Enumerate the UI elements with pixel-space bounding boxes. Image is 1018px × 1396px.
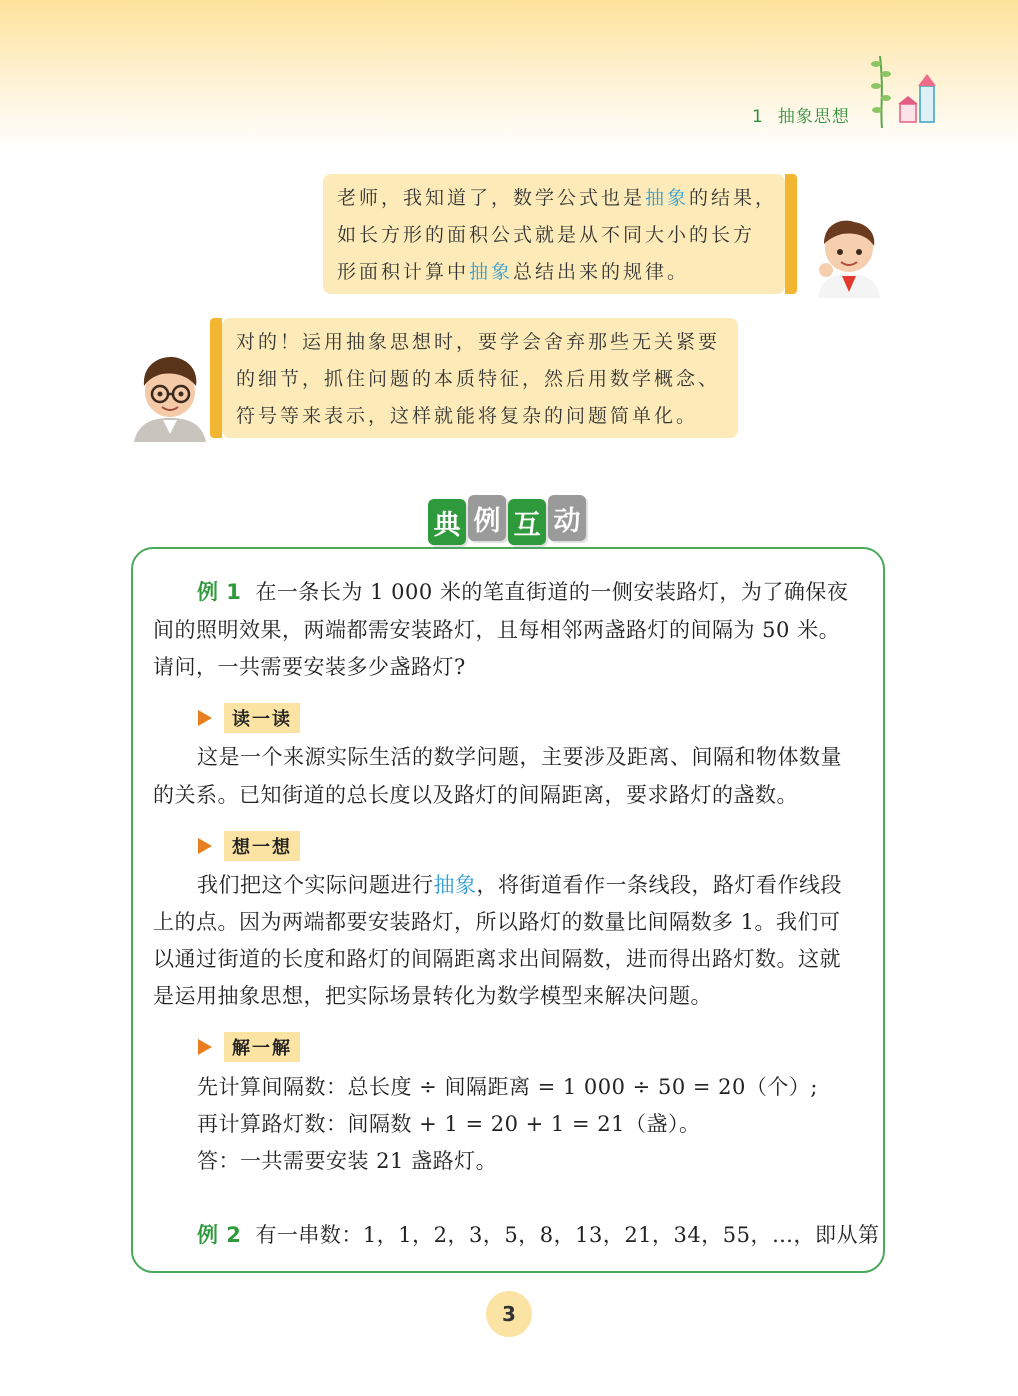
bubble-line: 如长方形的面积公式就是从不同大小的长方 xyxy=(337,224,756,246)
solve-line: 再计算路灯数：间隔数 + 1 = 20 + 1 = 21（盏）。 xyxy=(197,1112,701,1136)
example1-line: 间的照明效果，两端都需安装路灯，且每相邻两盏路灯的间隔为 50 米。 xyxy=(153,618,841,642)
page-number: 3 xyxy=(486,1291,532,1337)
title-char: 典 xyxy=(428,499,466,545)
bubble-line: 形面积计算中抽象总结出来的规律。 xyxy=(337,261,690,283)
chapter-title: 抽象思想 xyxy=(777,107,850,127)
bubble-accent-bar xyxy=(785,174,797,294)
bubble-accent-bar xyxy=(210,318,222,438)
think-section-header xyxy=(198,831,300,861)
teacher-avatar xyxy=(130,350,210,442)
section-title xyxy=(428,497,586,543)
read-line: 这是一个来源实际生活的数学问题，主要涉及距离、间隔和物体数量 xyxy=(197,745,842,769)
solve-section-header xyxy=(198,1032,300,1062)
bubble-line: 的细节，抓住问题的本质特征，然后用数学概念、 xyxy=(236,368,721,390)
student-avatar xyxy=(806,212,892,298)
example2-label: 例 2 xyxy=(197,1223,242,1247)
think-line: 是运用抽象思想，把实际场景转化为数学模型来解决问题。 xyxy=(153,984,712,1008)
student-speech-bubble xyxy=(323,174,785,294)
think-label: 想一想 xyxy=(224,831,300,861)
title-char: 互 xyxy=(508,499,546,545)
example2-line: 例 2 有一串数：1，1，2，3，5，8，13，21，34，55，…，即从第 xyxy=(197,1223,880,1247)
example1-line: 例 1 在一条长为 1 000 米的笔直街道的一侧安装路灯，为了确保夜 xyxy=(197,580,849,604)
triangle-bullet-icon xyxy=(198,1039,212,1055)
think-line: 我们把这个实际问题进行抽象，将街道看作一条线段，路灯看作线段 xyxy=(197,873,842,897)
top-band xyxy=(0,0,1018,150)
solve-line: 答：一共需要安装 21 盏路灯。 xyxy=(197,1149,498,1173)
read-line: 的关系。已知街道的总长度以及路灯的间隔距离，要求路灯的盏数。 xyxy=(153,783,798,807)
bubble-line: 对的！运用抽象思想时，要学会舍弃那些无关紧要 xyxy=(236,331,721,353)
chapter-number: 1 xyxy=(752,107,764,127)
read-label: 读一读 xyxy=(224,703,300,733)
solve-label: 解一解 xyxy=(224,1032,300,1062)
example1-line: 请问，一共需要安装多少盏路灯? xyxy=(153,655,466,679)
read-section-header xyxy=(198,703,300,733)
chapter-header xyxy=(752,102,850,127)
plant-house-decoration-icon xyxy=(868,50,940,130)
think-line: 上的点。因为两端都要安装路灯，所以路灯的数量比间隔数多 1。我们可 xyxy=(153,910,841,934)
triangle-bullet-icon xyxy=(198,838,212,854)
solve-line: 先计算间隔数：总长度 ÷ 间隔距离 = 1 000 ÷ 50 = 20（个）; xyxy=(197,1075,818,1099)
example1-label: 例 1 xyxy=(197,580,242,604)
bubble-line: 符号等来表示，这样就能将复杂的问题简单化。 xyxy=(236,405,699,427)
think-line: 以通过街道的长度和路灯的间隔距离求出间隔数，进而得出路灯数。这就 xyxy=(153,947,841,971)
bubble-line: 老师，我知道了，数学公式也是抽象的结果， xyxy=(337,187,778,209)
teacher-speech-bubble xyxy=(222,318,738,438)
title-char: 动 xyxy=(548,495,586,541)
title-char: 例 xyxy=(468,495,506,541)
triangle-bullet-icon xyxy=(198,710,212,726)
